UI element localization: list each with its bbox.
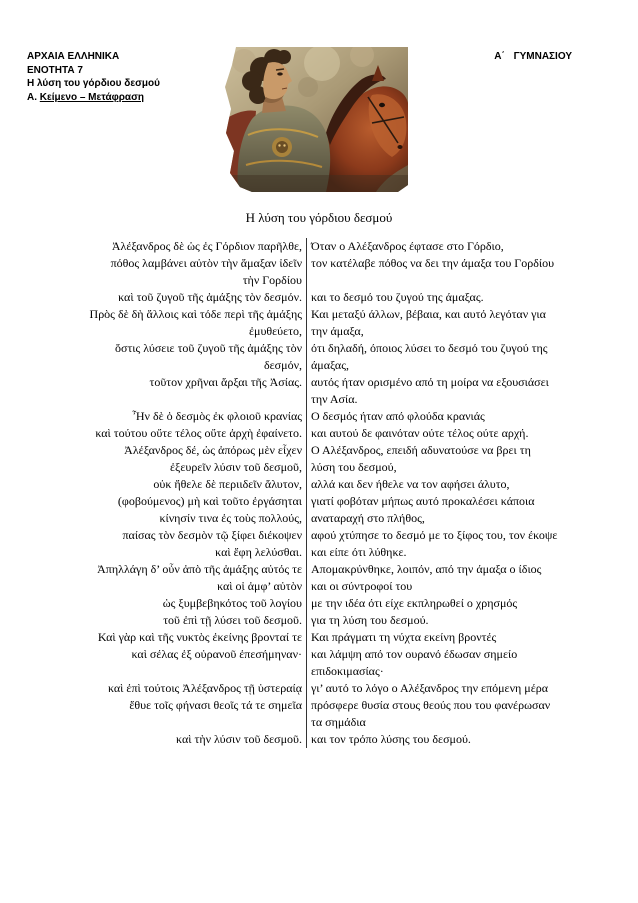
translation-line: Ο Αλέξανδρος, επειδή αδυνατούσε να βρει τη — [311, 443, 531, 457]
ancient-text-cell — [20, 561, 306, 595]
translation-line: με την ιδέα ότι είχε εκπληρωθεί ο χρησμός — [311, 596, 518, 610]
text-row — [20, 289, 611, 306]
ancient-text-line: Πρὸς δὲ δὴ ἄλλοις καὶ τόδε περὶ τῆς ἁμάξης — [89, 307, 302, 321]
translation-line: αυτός ήταν ορισμένο από τη μοίρα να εξουσιάσει — [311, 375, 549, 389]
ancient-text-cell — [20, 255, 306, 289]
ancient-text-line: καὶ ἔφη λελύσθαι. — [215, 545, 302, 559]
translation-line: Και πράγματι τη νύχτα εκείνη βροντές — [311, 630, 497, 644]
ancient-text-line: καὶ ἐπὶ τούτοις Ἀλέξανδρος τῇ ὑστεραίᾳ — [107, 681, 302, 695]
translation-line: τον κατέλαβε πόθος να δει την άμαξα του Γορδίου — [311, 256, 555, 270]
translation-line: ότι δηλαδή, όποιος λύσει το δεσμό του ζυγού της — [311, 341, 548, 355]
translation-line: γι’ αυτό το λόγο ο Αλέξανδρος την επόμενη μέρα — [311, 681, 549, 695]
ancient-text-line: πόθος λαμβάνει αὐτὸν τὴν ἅμαξαν ἰδεῖν — [110, 256, 302, 270]
translation-line: την άμαξα, — [311, 324, 364, 338]
ancient-text-line: ἐξευρεῖν λύσιν τοῦ δεσμοῦ, — [169, 460, 302, 474]
section-label: Κείμενο – Μετάφραση — [39, 91, 145, 103]
translation-cell — [306, 697, 611, 731]
ancient-text-cell — [20, 476, 306, 493]
translation-cell — [306, 306, 611, 340]
grade-label: Α΄ ΓΥΜΝΑΣΙΟΥ — [494, 51, 572, 62]
text-row — [20, 306, 611, 340]
ancient-text-line: Ἀπηλλάγη δ’ οὖν ἀπὸ τῆς ἁμάξης αὐτός τε — [97, 562, 302, 576]
translation-line: λύση του δεσμού, — [311, 460, 397, 474]
ancient-text-line: Καὶ γὰρ καὶ τῆς νυκτὸς ἐκείνης βρονταί τε — [97, 630, 302, 644]
translation-line: γιατί φοβόταν μήπως αυτό προκαλέσει κάποια — [311, 494, 535, 508]
ancient-text-line: τοῦτον χρῆναι ἄρξαι τῆς Ἀσίας. — [149, 375, 302, 389]
ancient-text-line: καὶ σέλας ἐξ οὐρανοῦ ἐπεσήμηναν· — [131, 647, 302, 661]
subject-label: ΑΡΧΑΙΑ ΕΛΛΗΝΙΚΑ — [27, 51, 120, 62]
translation-cell — [306, 561, 611, 595]
ancient-text-cell — [20, 340, 306, 374]
ancient-text-cell — [20, 442, 306, 476]
translation-cell — [306, 425, 611, 442]
translation-line: και τον τρόπο λύσης του δεσμού. — [311, 732, 471, 746]
ancient-text-line: ὡς ξυμβεβηκότος τοῦ λογίου — [162, 596, 302, 610]
text-row — [20, 731, 611, 748]
document-header — [27, 50, 160, 104]
translation-line: τα σημάδια — [311, 715, 366, 729]
ancient-text-line: τοῦ ἐπὶ τῇ λύσει τοῦ δεσμοῦ. — [163, 613, 302, 627]
translation-cell — [306, 238, 611, 255]
text-row — [20, 238, 611, 255]
translation-line: άμαξας, — [311, 358, 349, 372]
translation-line: Ο δεσμός ήταν από φλούδα κρανιάς — [311, 409, 485, 423]
ancient-text-line: καὶ τὴν λύσιν τοῦ δεσμοῦ. — [176, 732, 302, 746]
ancient-text-line: Ἀλέξανδρος δὲ ὡς ἐς Γόρδιον παρῆλθε, — [111, 239, 302, 253]
text-row — [20, 255, 611, 289]
ancient-text-line: (φοβούμενος) μὴ καὶ τοῦτο ἐργάσηται — [117, 494, 302, 508]
painting-svg — [222, 47, 408, 192]
text-row — [20, 527, 611, 561]
ancient-text-line: παίσας τὸν δεσμὸν τῷ ξίφει διέκοψεν — [122, 528, 302, 542]
translation-line: Και μεταξύ άλλων, βέβαια, και αυτό λεγόταν για — [311, 307, 546, 321]
document-title: Η λύση του γόρδιου δεσμού — [245, 210, 393, 225]
lesson-title: Η λύση του γόρδιου δεσμού — [27, 78, 160, 90]
ancient-text-line: ὅστις λύσειε τοῦ ζυγοῦ τῆς ἁμάξης τὸν — [115, 341, 302, 355]
ancient-text-cell — [20, 493, 306, 527]
text-row — [20, 442, 611, 476]
ancient-text-cell — [20, 408, 306, 425]
text-row — [20, 680, 611, 697]
text-row — [20, 408, 611, 425]
translation-line: την Ασία. — [311, 392, 358, 406]
translation-cell — [306, 731, 611, 748]
translation-line: πρόσφερε θυσία στους θεούς που του φανέρωσαν — [311, 698, 551, 712]
translation-line: και το δεσμό του ζυγού της άμαξας. — [311, 290, 484, 304]
translation-cell — [306, 595, 611, 629]
translation-cell — [306, 442, 611, 476]
ancient-text-line: ἔθυε τοῖς φήνασι θεοῖς τά τε σημεῖα — [129, 698, 302, 712]
ancient-text-cell — [20, 629, 306, 680]
ancient-text-cell — [20, 697, 306, 731]
text-translation-table — [20, 238, 611, 748]
translation-line: Απομακρύνθηκε, λοιπόν, από την άμαξα ο ίδιος — [311, 562, 542, 576]
ancient-text-line: δεσμόν, — [263, 358, 302, 372]
ancient-text-cell — [20, 680, 306, 697]
text-row — [20, 595, 611, 629]
translation-line: αναταραχή στο πλήθος, — [311, 511, 425, 525]
ancient-text-cell — [20, 374, 306, 408]
translation-line: Όταν ο Αλέξανδρος έφτασε στο Γόρδιο, — [311, 239, 504, 253]
translation-line: και είπε ότι λύθηκε. — [311, 545, 407, 559]
translation-cell — [306, 255, 611, 289]
text-row — [20, 340, 611, 374]
ancient-text-line: οὐκ ἤθελε δὲ περιιδεῖν ἄλυτον, — [153, 477, 302, 491]
translation-cell — [306, 408, 611, 425]
text-row — [20, 561, 611, 595]
translation-cell — [306, 680, 611, 697]
alexander-painting-image — [222, 47, 408, 192]
ancient-text-line: τὴν Γορδίου — [242, 273, 302, 287]
text-row — [20, 697, 611, 731]
ancient-text-line: ἐμυθεύετο, — [248, 324, 302, 338]
ancient-text-cell — [20, 238, 306, 255]
translation-line: και λάμψη από τον ουρανό έδωσαν σημείο — [311, 647, 518, 661]
translation-line: επιδοκιμασίας· — [311, 664, 384, 678]
ancient-text-line: καὶ τούτου οὔτε τέλος οὔτε ἀρχὴ ἐφαίνετο. — [95, 426, 302, 440]
text-row — [20, 425, 611, 442]
ancient-text-cell — [20, 425, 306, 442]
translation-cell — [306, 374, 611, 408]
translation-cell — [306, 493, 611, 527]
text-row — [20, 476, 611, 493]
text-row — [20, 374, 611, 408]
ancient-text-cell — [20, 731, 306, 748]
ancient-text-line: καὶ οἱ ἀμφ’ αὐτὸν — [217, 579, 302, 593]
ancient-text-cell — [20, 527, 306, 561]
translation-cell — [306, 476, 611, 493]
translation-cell — [306, 289, 611, 306]
translation-line: αφού χτύπησε το δεσμό με το ξίφος του, τον έκοψε — [311, 528, 558, 542]
section-heading — [27, 91, 160, 105]
translation-cell — [306, 527, 611, 561]
translation-line: αλλά και δεν ήθελε να τον αφήσει άλυτο, — [311, 477, 510, 491]
text-row — [20, 629, 611, 680]
translation-line: για τη λύση του δεσμού. — [311, 613, 429, 627]
unit-label: ΕΝΟΤΗΤΑ 7 — [27, 64, 83, 76]
ancient-text-cell — [20, 306, 306, 340]
text-row — [20, 493, 611, 527]
ancient-text-line: Ἦν δὲ ὁ δεσμὸς ἐκ φλοιοῦ κρανίας — [132, 409, 302, 423]
ancient-text-cell — [20, 595, 306, 629]
ancient-text-line: καὶ τοῦ ζυγοῦ τῆς ἁμάξης τὸν δεσμόν. — [118, 290, 302, 304]
translation-cell — [306, 340, 611, 374]
translation-cell — [306, 629, 611, 680]
section-prefix: Α. — [27, 91, 37, 103]
translation-line: και αυτού δε φαινόταν ούτε τέλος ούτε αρχή. — [311, 426, 529, 440]
ancient-text-line: Ἀλέξανδρος δέ, ὡς ἀπόρως μὲν εἶχεν — [124, 443, 302, 457]
ancient-text-cell — [20, 289, 306, 306]
ancient-text-line: κίνησίν τινα ἐς τοὺς πολλούς, — [159, 511, 302, 525]
translation-line: και οι σύντροφοί του — [311, 579, 413, 593]
